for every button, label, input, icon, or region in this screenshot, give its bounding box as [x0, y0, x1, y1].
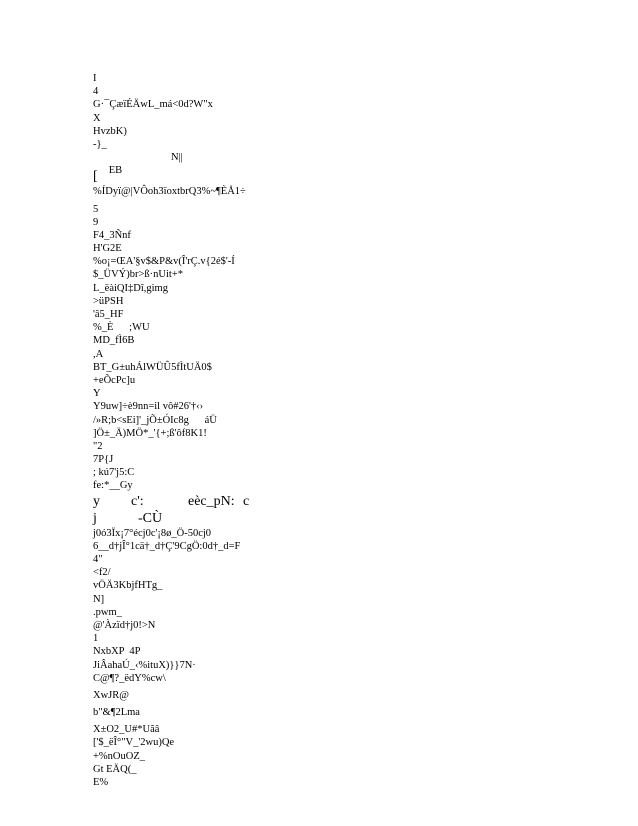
text-line: >üPSH [93, 295, 124, 307]
text-line: %ÍDyï@|VÔoh3ïoxtbrQ3%~¶ÈÅ1÷ [93, 186, 246, 198]
eb-left-text: EB [108, 165, 123, 177]
text-line: XwJR@ [93, 689, 129, 701]
text-line: C@¶?_ëdY%cw\ [93, 672, 166, 684]
text-line: 1 [93, 633, 99, 645]
text-line: +eÕcPc]u [93, 374, 136, 386]
text-line: BT_G±uhÁlWÜÛ5fÌtUÄ0$ [93, 361, 212, 373]
text-line: G·¯ÇæïÉÄwL_má<0d?W"x [93, 99, 213, 111]
large-text: -CÙ [138, 510, 163, 526]
text-line: N] [93, 593, 105, 605]
large-text: c': [131, 493, 144, 509]
text-line: fe:*__Gy [93, 480, 133, 492]
text-line: /»R;b<sEi]'_jÕ±ÓIc8g áÜ [93, 414, 217, 426]
text-line: JiÂahaÚ_‹%ituX)}}7N· [93, 659, 196, 671]
text-block [93, 72, 593, 789]
text-line: $_ÜVÝ)br>ß·nUit+* [93, 269, 183, 281]
bracket-line [93, 168, 593, 185]
text-line: j0ó3Ïx¡7°écj0c'¡8ø_Ö-50cj0 [93, 527, 212, 539]
text-line: F4_3Ñnf [93, 229, 131, 241]
large-text-line-1 [93, 493, 593, 510]
text-line: +%nOuOZ_ [93, 750, 145, 762]
eb-right-text: N|| [171, 152, 183, 164]
line-group-e [93, 706, 593, 719]
text-line: MD_fÌ6B [93, 335, 135, 347]
line-group-a [93, 72, 593, 151]
text-line: @'Àzïd†j0!>N [93, 619, 156, 631]
text-line: -}_ [93, 138, 107, 150]
text-line: 7P{J [93, 454, 114, 466]
line-group-b [93, 203, 593, 493]
text-line: 6__d†jÎ°1cä†_d†Ç'9CgÖ:0d†_d=F [93, 540, 241, 552]
line-group-c [93, 527, 593, 685]
text-line: I [93, 73, 97, 84]
line-group-f [93, 723, 593, 789]
text-line: ,A [93, 348, 104, 360]
text-line: Gt EÄQ(_ [93, 763, 137, 775]
eb-row [93, 151, 593, 177]
text-line: <f2/ [93, 567, 111, 579]
text-line: %o¡=ŒA'§v$&P&v(Î'rÇ.v{2é$'-Í [93, 256, 235, 268]
text-line: "2 [93, 440, 103, 452]
text-line: 5 [93, 203, 99, 215]
large-text: c [243, 493, 250, 509]
text-line: Y9uw]÷è9nn=il vô#26'†‹› [93, 401, 204, 413]
text-line: vÖÄ3KbjfHTg_ [93, 580, 163, 592]
text-line: ]Ö±_Ä)MÖ*_'{+;ß'ôf8K1! [93, 427, 207, 439]
large-text-line-2 [93, 510, 593, 527]
text-line: Y [93, 388, 101, 400]
large-text: j [93, 510, 97, 526]
text-line: 4" [93, 554, 103, 565]
text-line: L_ëàiQI‡Dî,gimg [93, 282, 168, 294]
text-line: %_È ;WU [93, 322, 150, 334]
text-line: 4 [93, 86, 99, 98]
bracket-text: [ [93, 169, 98, 185]
text-line: b"&¶2Lma [93, 707, 140, 719]
text-line: H'G2E [93, 243, 122, 255]
text-line: X [93, 112, 101, 124]
text-line: 'â5_HF [93, 309, 124, 320]
line-group-d [93, 689, 593, 702]
text-line: HvzbK) [93, 125, 127, 137]
text-line: 9 [93, 216, 99, 228]
text-line: .pwm_ [93, 606, 122, 618]
text-line: X±O2_U#*Uãâ [93, 724, 160, 736]
text-line: E% [93, 777, 109, 788]
text-line: ['$_ëÎ°"V_'2wu)Qe [93, 737, 175, 749]
text-line: NxbXP 4P [93, 646, 141, 658]
large-text: y [93, 493, 100, 509]
text-line: ; kú7'j5:C [93, 467, 135, 479]
large-text: eèc_pN: [188, 493, 235, 509]
